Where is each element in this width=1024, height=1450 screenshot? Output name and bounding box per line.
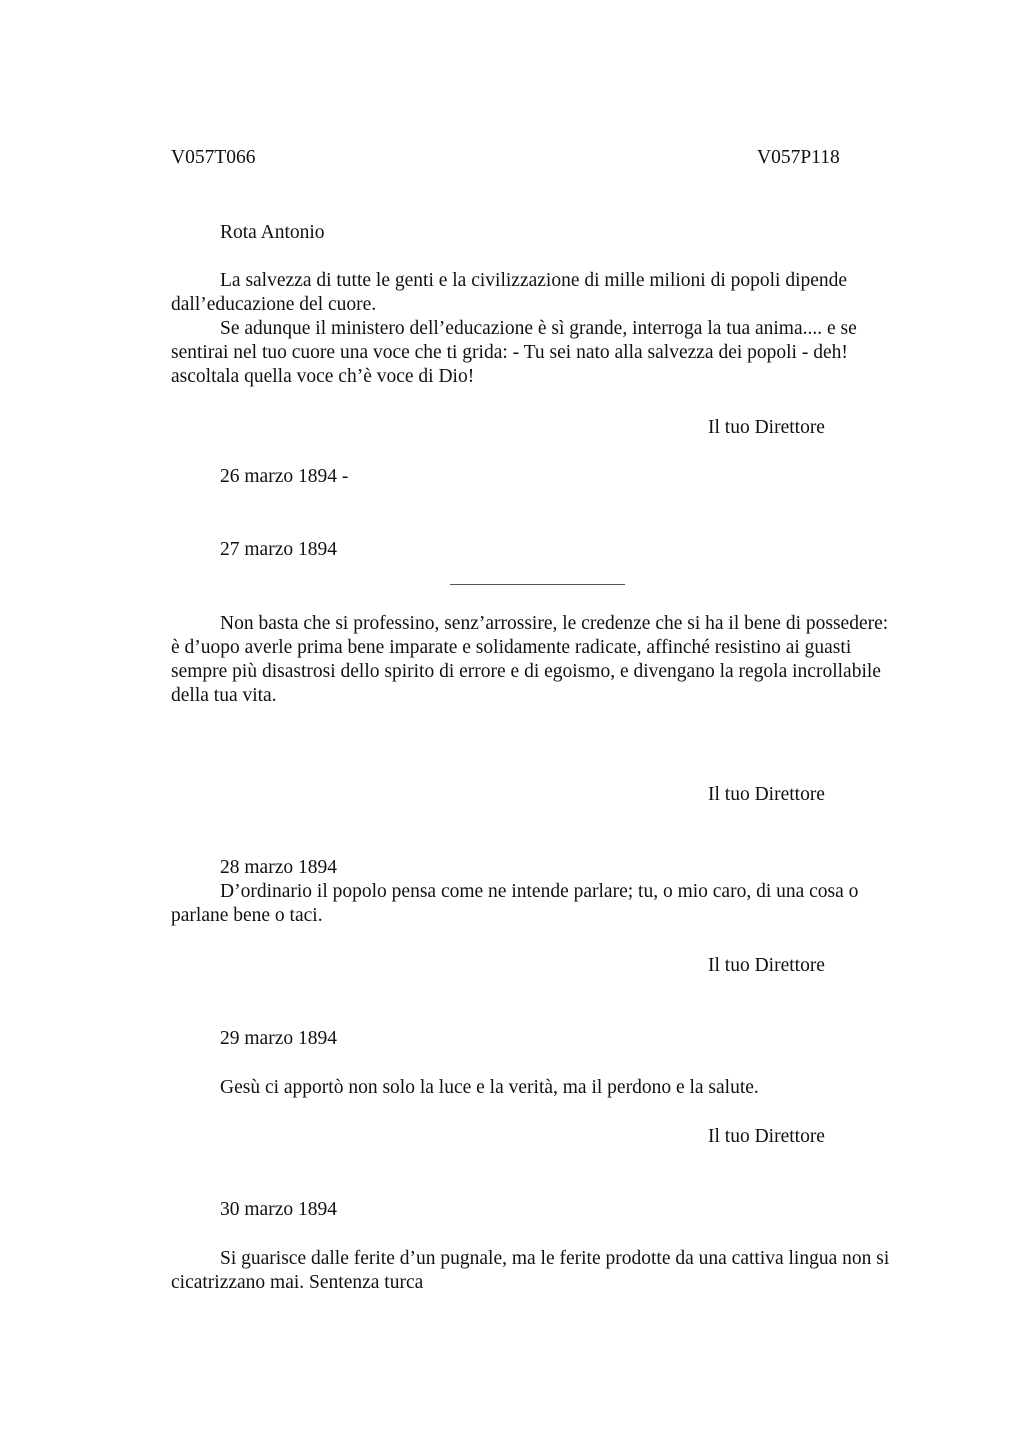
- entry-text: Gesù ci apportò non solo la luce e la verità, ma il perdono e la salute.: [220, 1077, 759, 1098]
- entry-text: D’ordinario il popolo pensa come ne intende parlare; tu, o mio caro, di una cosa o parlane bene o taci.: [171, 881, 859, 926]
- entry-date: 27 marzo 1894: [220, 539, 337, 560]
- entry-date: 29 marzo 1894: [220, 1028, 337, 1049]
- signature: Il tuo Direttore: [708, 955, 825, 976]
- entry-date: 30 marzo 1894: [220, 1199, 337, 1220]
- signature: Il tuo Direttore: [708, 417, 825, 438]
- entry-date: 26 marzo 1894 -: [220, 466, 349, 487]
- recipient-name: Rota Antonio: [220, 222, 325, 243]
- paragraph-line: è d’uopo averle prima bene imparate e solidamente radicate, affinché resistino ai guasti sempre più disastrosi dello spirito di errore e di egoismo, e divengano la regola incrollabile: [171, 637, 881, 682]
- header-left-code: V057T066: [171, 147, 256, 168]
- signature: Il tuo Direttore: [708, 784, 825, 805]
- header-right-code: V057P118: [757, 147, 840, 168]
- entry-text: Si guarisce dalle ferite d’un pugnale, ma le ferite prodotte da una cattiva lingua non si cicatrizzano mai. Sentenza turca: [171, 1248, 890, 1293]
- paragraph-line: Non basta che si professino, senz’arrossire, le credenze che si ha il bene di possedere:: [220, 613, 889, 634]
- entry-intro: [171, 269, 911, 389]
- entry-text: [171, 612, 911, 708]
- entry-date: 28 marzo 1894: [220, 857, 337, 878]
- signature: Il tuo Direttore: [708, 1126, 825, 1147]
- paragraph: Se adunque il ministero dell’educazione è sì grande, interroga la tua anima.... e se sentirai nel tuo cuore una voce che ti grida: - Tu sei nato alla salvezza dei popoli - deh! ascoltala quella voce ch’è voce di Dio!: [171, 318, 857, 387]
- paragraph: La salvezza di tutte le genti e la civilizzazione di mille milioni di popoli dipende dall’educazione del cuore.: [171, 270, 848, 315]
- section-divider: [450, 584, 625, 585]
- paragraph-line: della tua vita.: [171, 685, 277, 706]
